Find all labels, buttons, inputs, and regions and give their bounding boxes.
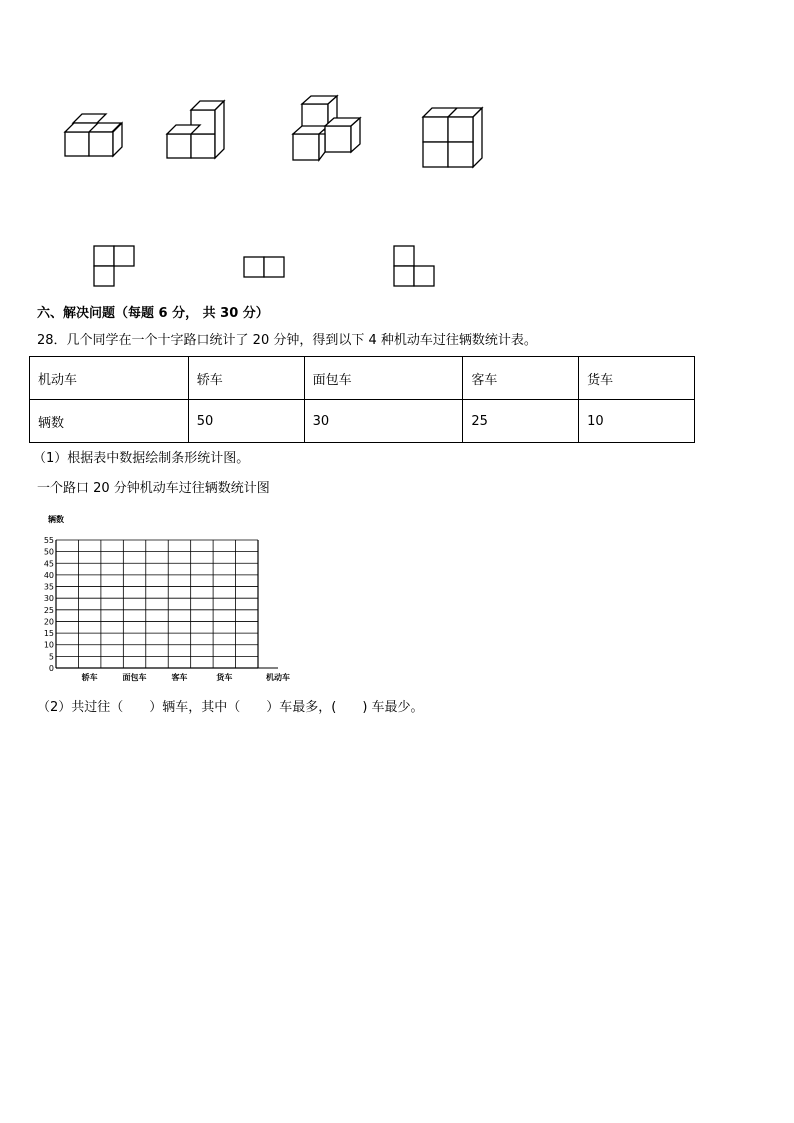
view-shape-2 [243,256,287,278]
y-tick-label: 10 [43,640,54,650]
y-tick-label: 0 [48,664,54,673]
cube-figure-1 [62,112,128,162]
y-tick-label: 50 [43,547,54,557]
table-row [30,357,695,400]
cube-figure-2 [163,98,229,162]
table-row [30,400,695,443]
y-tick-label: 30 [43,594,54,604]
bar-chart [30,508,300,692]
table-cell: 面包车 [304,357,463,400]
bar-chart-svg [30,508,300,688]
y-tick-label: 25 [43,605,54,615]
table-cell: 客车 [463,357,579,400]
table-cell: 轿车 [188,357,304,400]
y-tick-label: 20 [43,617,54,627]
x-axis-label: 机动车 [266,673,290,682]
problem-28-intro: 28．几个同学在一个十字路口统计了 20 分钟，得到以下 4 种机动车过往辆数统计表。 [37,333,537,348]
y-axis-label: 辆数 [48,515,64,524]
table-cell: 30 [304,400,463,443]
cube-figure-3 [289,94,363,164]
cube-figure-4 [419,105,485,169]
table-cell: 货车 [579,357,695,400]
view-shape-3 [393,245,437,289]
question-2: （2）共过往（ ）辆车，其中（ ）车最多，( ) 车最少。 [37,700,424,715]
chart-title: 一个路口 20 分钟机动车过往辆数统计图 [37,481,270,496]
y-tick-label: 45 [43,559,54,569]
view-shape-1 [93,245,137,289]
x-tick-label: 面包车 [122,673,147,682]
y-tick-label: 5 [48,652,54,662]
table-cell: 机动车 [30,357,189,400]
table-cell: 50 [188,400,304,443]
x-tick-label: 货车 [216,673,233,682]
y-tick-label: 55 [43,536,54,545]
y-tick-label: 15 [43,629,54,639]
x-tick-label: 客车 [171,673,188,682]
vehicle-count-table [29,356,695,443]
table-cell: 辆数 [30,400,189,443]
y-tick-label: 40 [43,570,54,580]
table-cell: 10 [579,400,695,443]
y-tick-label: 35 [43,582,54,592]
x-tick-label: 轿车 [81,673,98,682]
section-heading: 六、解决问题（每题 6 分， 共 30 分） [37,306,269,321]
table-cell: 25 [463,400,579,443]
question-1: （1）根据表中数据绘制条形统计图。 [33,451,250,466]
